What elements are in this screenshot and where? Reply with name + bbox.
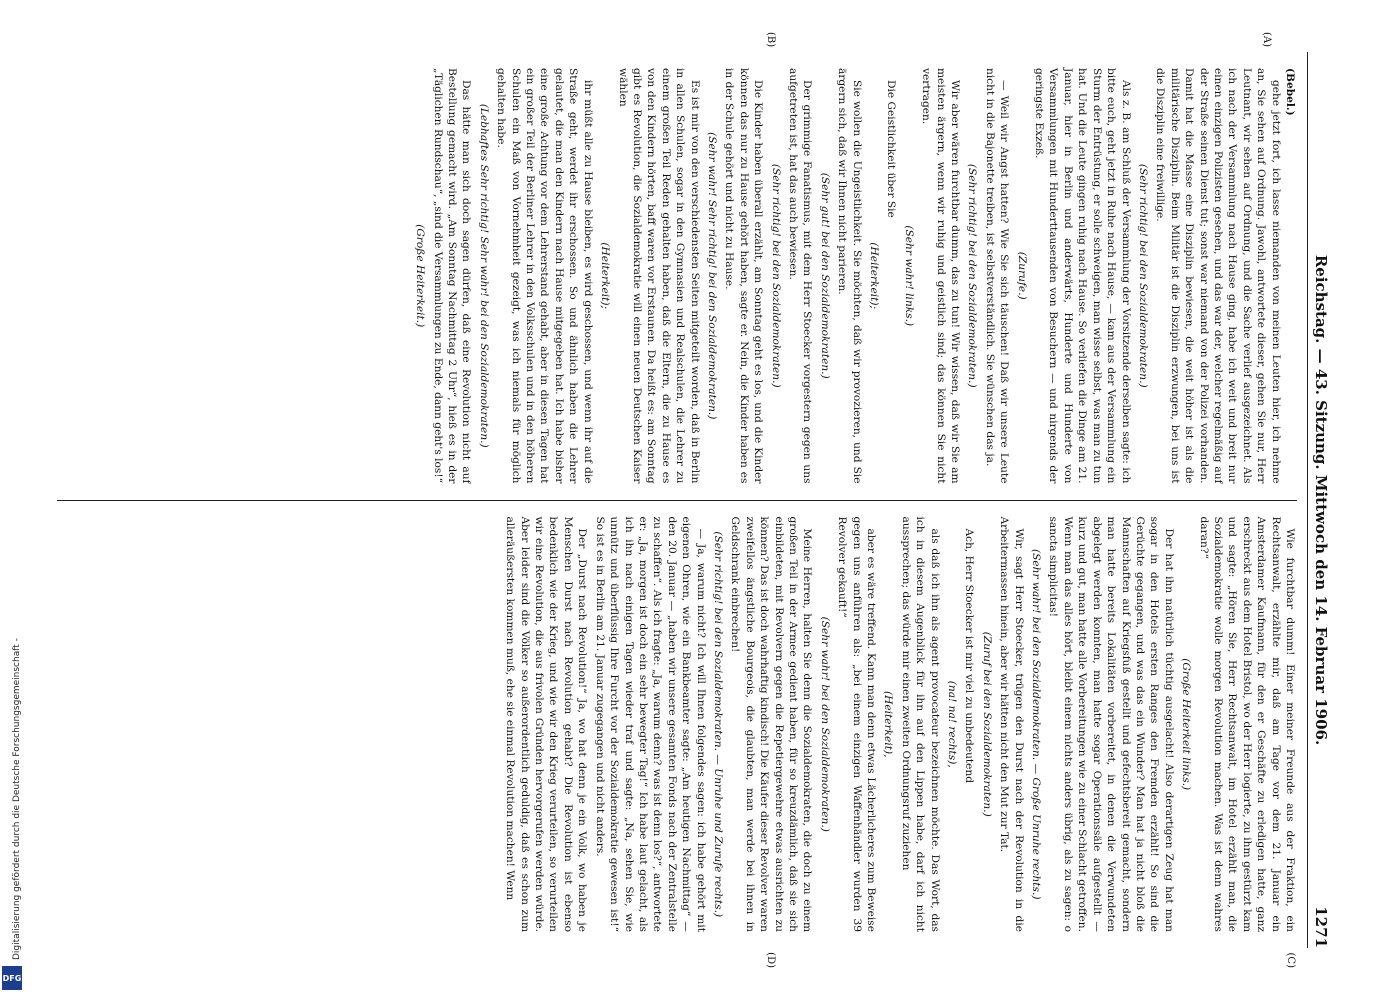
paragraph: Es ist mir von den verschiedensten Seiten mitgeteilt worden, daß in Berlin in allen Schulen, sogar in den Gymnasien und Realschulen, die Lehrer zu einem großen Teil Reden gehalten haben, daß die Eltern, die zu Hause es von den Kindern hörten, baff waren vor Erstaunen. Da heißt es: am Sonntag gibt es Revolution, die Sozialdemokratie will einen neuen Deutschen Kaiser wählen — [616, 68, 701, 484]
paragraph: (Sehr wahr! links.) — [902, 225, 915, 327]
paragraph: — Ja, warum nicht? Ich will Ihnen folgendes sagen: ich habe gehört mit eigenen Ohren, wie ein Bankbeamter sagte: „Am heutigen Nachmittag“ — den 20. Januar — „haben wir unsere gesamten Fonds nach der Zentralstelle zu schaffen“. Als ich fragte: „Ja, warum denn? was ist denn los?“, antwortete er: „Ja, morgen ist doch ein sehr bewegter Tag!“ Ich habe laut gelacht, als ich ihn nach einigen Tagen wieder traf und sagte: „Na, sehen Sie, wie unnütz und überflüssig Ihre Furcht vor der Sozialdemokratie gewesen ist!“ So ist es in Berlin am 21. Januar zugegangen und nicht anders. — [593, 516, 707, 932]
paragraph: Meine Herren, halten Sie denn die Sozialdemokraten, die doch zu einem großen Teil in der Armee gedient haben, für so kreuzdämlich, daß sie sich einbildeten, mit Revolvern gegen die Repetiergewehre etwas ausrichten zu können? Das ist doch wahrhaftig kindisch! Die Käufer dieser Revolver waren zweifellos ängstliche Bourgeois, die glaubten, man werde bei ihnen in Geldschrank einbrechen! — [729, 516, 814, 932]
paragraph: Die Kinder haben überall erzählt, am Sonntag geht es los, und die Kinder können das nur zu Hause gehört haben, sagte er. Nein, die Kinder haben es in der Schule gehört und nicht zu Hause. — [723, 68, 765, 484]
paragraph: Der grimmige Fanatismus, mit dem Herr Stoecker vorgestern gegen uns aufgetreten ist, hat das auch bewiesen. — [787, 68, 814, 484]
scanned-page — [40, 30, 1340, 970]
speaker-name: (Bebel.) — [1284, 68, 1296, 116]
paragraph: Das hätte man sich doch sagen dürfen, daß eine Revolution nicht auf Bestellung gemacht wird. „Am Sonntag Nachmittag 2 Uhr“, hieß es in der „Täglichen Rundschau“, „sind die Versammlungen zu Ende, dann geht's los!“ — [431, 68, 473, 484]
paragraph: (Große Heiterkeit.) — [414, 224, 427, 328]
digitization-notice-text: Digitalisierung gefördert durch die Deutsche Forschungsgemeinschaft - — [12, 638, 22, 960]
paragraph: gehe jetzt fort, ich lasse niemanden von meinen Leuten hier, ich nehme an, Sie sehen auf Ordnung. Jawohl, antwortete dieser, gehen Sie nur, Herr Leutnant, wir sehen auf Ordnung, und die Sache verlief ausgezeichnet. Als ich nach der Versammlung nach Hause ging, habe ich weit und breit nur einen einzigen Polizisten gesehen, und das war der, welcher regelmäßig auf der Straße seinen Dienst tut; sonst war niemand von der Polizei vorhanden. Damit hat die Masse eine Disziplin bewiesen, die weit höher ist als die militärische Disziplin. Beim Militär ist die Disziplin erzwungen, bei uns ist die Disziplin eine freiwillige. — [1154, 68, 1282, 484]
paragraph: (Heiterkeit), — [882, 691, 895, 758]
page-header — [1307, 52, 1330, 948]
paragraph: (Zuruf bei den Sozialdemokraten.) — [980, 631, 993, 817]
dfg-logo: DFG — [2, 966, 22, 990]
paragraph: (Sehr gut! bei den Sozialdemokraten.) — [818, 172, 831, 379]
paragraph: Wir, sagt Herr Stoecker, trügen den Durst nach der Revolution in die Arbeitermassen hinein, aber wir hätten nicht den Mut zur Tat. — [998, 516, 1025, 932]
paragraph: Sie wollen die Ungeistlichkeit. Sie möchten, daß wir provozieren, und Sie ärgern sich, daß wir Ihnen nicht parieren. — [836, 68, 863, 484]
paragraph: (Sehr wahr! bei den Sozialdemokraten. — Große Unruhe rechts.) — [1030, 549, 1043, 900]
paragraph: (Sehr richtig! bei den Sozialdemokraten.) — [1136, 163, 1149, 388]
paragraph: (Sehr wahr! Sehr richtig! bei den Sozialdemokraten.) — [705, 132, 718, 420]
paragraph: (Sehr richtig! bei den Sozialdemokraten.) — [966, 163, 979, 388]
paragraph: Wir aber wären furchtbar dumm, das zu tun! Wir wissen, daß wir Sie am meisten ärgern, wenn wir ruhig und geistlich sind; das können Sie nicht vertragen. — [920, 68, 962, 484]
page-number: 1271 — [1312, 906, 1330, 948]
paragraph: Als z. B. am Schluß der Versammlung der Vorsitzende derselben sagte: ich bitte euch, geht jetzt in Ruhe nach Hause, — kam aus der Versammlung ein Sturm der Entrüstung, er solle schweigen, man wisse selbst, was man zu tun hat. Und die Leute gingen ruhig nach Hause. So verliefen die Dinge am 21. Januar, hier in Berlin und anderwärts, Hunderte und Hunderte von Versammlungen mit Hunderttausenden von Besuchern — und nirgends der geringste Exzeß. — [1033, 68, 1132, 484]
paragraph: (na! na! rechts), — [946, 680, 959, 768]
paragraph: Der hat ihn natürlich tüchtig ausgelacht! Also derartigen Zeug hat man sogar in den Hotels ersten Ranges den Fremden erzählt! So sind die Gerüchte gegangen, und was das ein Wunder? Man hat ja nicht bloß die Mannschaften auf Kriegsfuß gestellt und gefechtsbereit gemacht, sondern man hatte bereits Lokalitäten vorbereitet, in denen die Verwundeten abgelegt werden konnten, man hatte sogar Operationssäle aufgestellt — kurz und gut, man hatte alle Vorbereitungen wie zu einer Schlacht getroffen. Wenn man das alles hört, bleibt einem nichts anders übrig, als zu sagen: o sancta simplicitas! — [1047, 516, 1175, 932]
paragraph: Wie furchtbar dumm! Einer meiner Freunde aus der Fraktion, ein Rechtsanwalt, erzählte mir, daß am Tage vor dem 21. Januar ein Amsterdamer Kaufmann, für den er Geschäfte zu erledigen hatte, ganz erschreckt aus dem Hotel Bristol, wo der Herr logierte, zu ihm gestürzt kam und sagte: „Hören Sie, Herr Rechtsanwalt, im Hotel erzählt man, die Sozialdemokratie wolle morgen Revolution machen. Was ist denn wahres daran?“ — [1197, 516, 1296, 932]
paragraph: — Weil wir Angst hatten? Wie Sie sich täuschen! Daß wir unsere Leute nicht in die Bajonette treiben, ist selbstverständlich. Sie wünschen das ja. — [983, 68, 1011, 484]
paragraph: Der „Durst nach Revolution!“ Ja, wo hat denn je ein Volk, wo haben je Menschen Durst nach Revolution gehabt? Die Revolution ist ebenso bedenklich wie der Krieg, und wie wir den Krieg verurteilen, so verurteilen wir eine Revolution, die aus frivolen Gründen hervorgerufen werden würde. Aber leider sind die Völker so außerordentlich geduldig, daß es schon zum alleräußersten kommen muß, ehe sie einmal Revolution machen! Wenn — [504, 516, 589, 932]
left-column — [57, 32, 1297, 500]
paragraph: ihr müßt alle zu Hause bleiben, es wird geschossen, und wenn ihr auf die Straße geht, werdet ihr erschossen. So und ähnlich haben die Lehrer gelautet, die man den Kindern nach Hause mitgegeben hat. Ich habe bisher eine große Achtung vor dem Lehrerstand gehabt, aber in diesen Tagen hat ein großer Teil der Berliner Lehrer in den Volksschulen und in den höheren Schulen ein Maß von Vornehmheit gezeigt, was ich niemals für möglich gehalten habe. — [495, 68, 594, 484]
text-columns — [57, 32, 1297, 968]
paragraph: (Lebhaftes Sehr richtig! Sehr wahr! bei den Sozialdemokraten.) — [477, 103, 490, 448]
paragraph: Die Geistlichkeit über Sie — [885, 80, 898, 218]
paragraph: (Sehr richtig! bei den Sozialdemokraten. — Unruhe und Zurufe rechts.) — [711, 531, 724, 918]
paragraph: (Sehr wahr! bei den Sozialdemokraten.) — [818, 616, 831, 832]
paragraph: (Sehr richtig! bei den Sozialdemokraten.) — [769, 163, 782, 388]
scanned-page-frame — [40, 30, 1340, 970]
paragraph: Ach, Herr Stoecker ist mir viel zu unbedeutend — [963, 528, 976, 784]
margin-marker: (B) — [765, 32, 776, 48]
page-header-title: Reichstag. — 43. Sitzung. Mittwoch den 14. Februar 1906. — [1312, 254, 1330, 746]
margin-marker: (C) — [1285, 952, 1296, 968]
paragraph: (Zurufe.) — [1015, 251, 1028, 300]
paragraph: (Große Heiterkeit links.) — [1180, 658, 1193, 791]
paragraph: aber es wäre treffend. Kann man denn etwas Lächerlicheres zum Beweise gegen uns anführen als: „bei einem einzigen Waffenhändler wurden 39 Revolver gekauft!“ — [836, 516, 878, 932]
paragraph: als daß ich ihn als agent provocateur bezeichnen möchte. Das Wort, das ich in diesem Augenblick für ihn auf den Lippen habe, darf ich nicht aussprechen; das würde mir einen zweiten Ordnungsruf zuziehen — [899, 516, 941, 932]
digitization-notice — [0, 0, 24, 1000]
margin-marker: (A) — [1261, 32, 1272, 48]
right-column — [57, 501, 1297, 968]
paragraph: (Heiterkeit); — [599, 242, 612, 310]
paragraph: (Heiterkeit); — [868, 242, 881, 310]
margin-marker: (D) — [765, 952, 776, 968]
